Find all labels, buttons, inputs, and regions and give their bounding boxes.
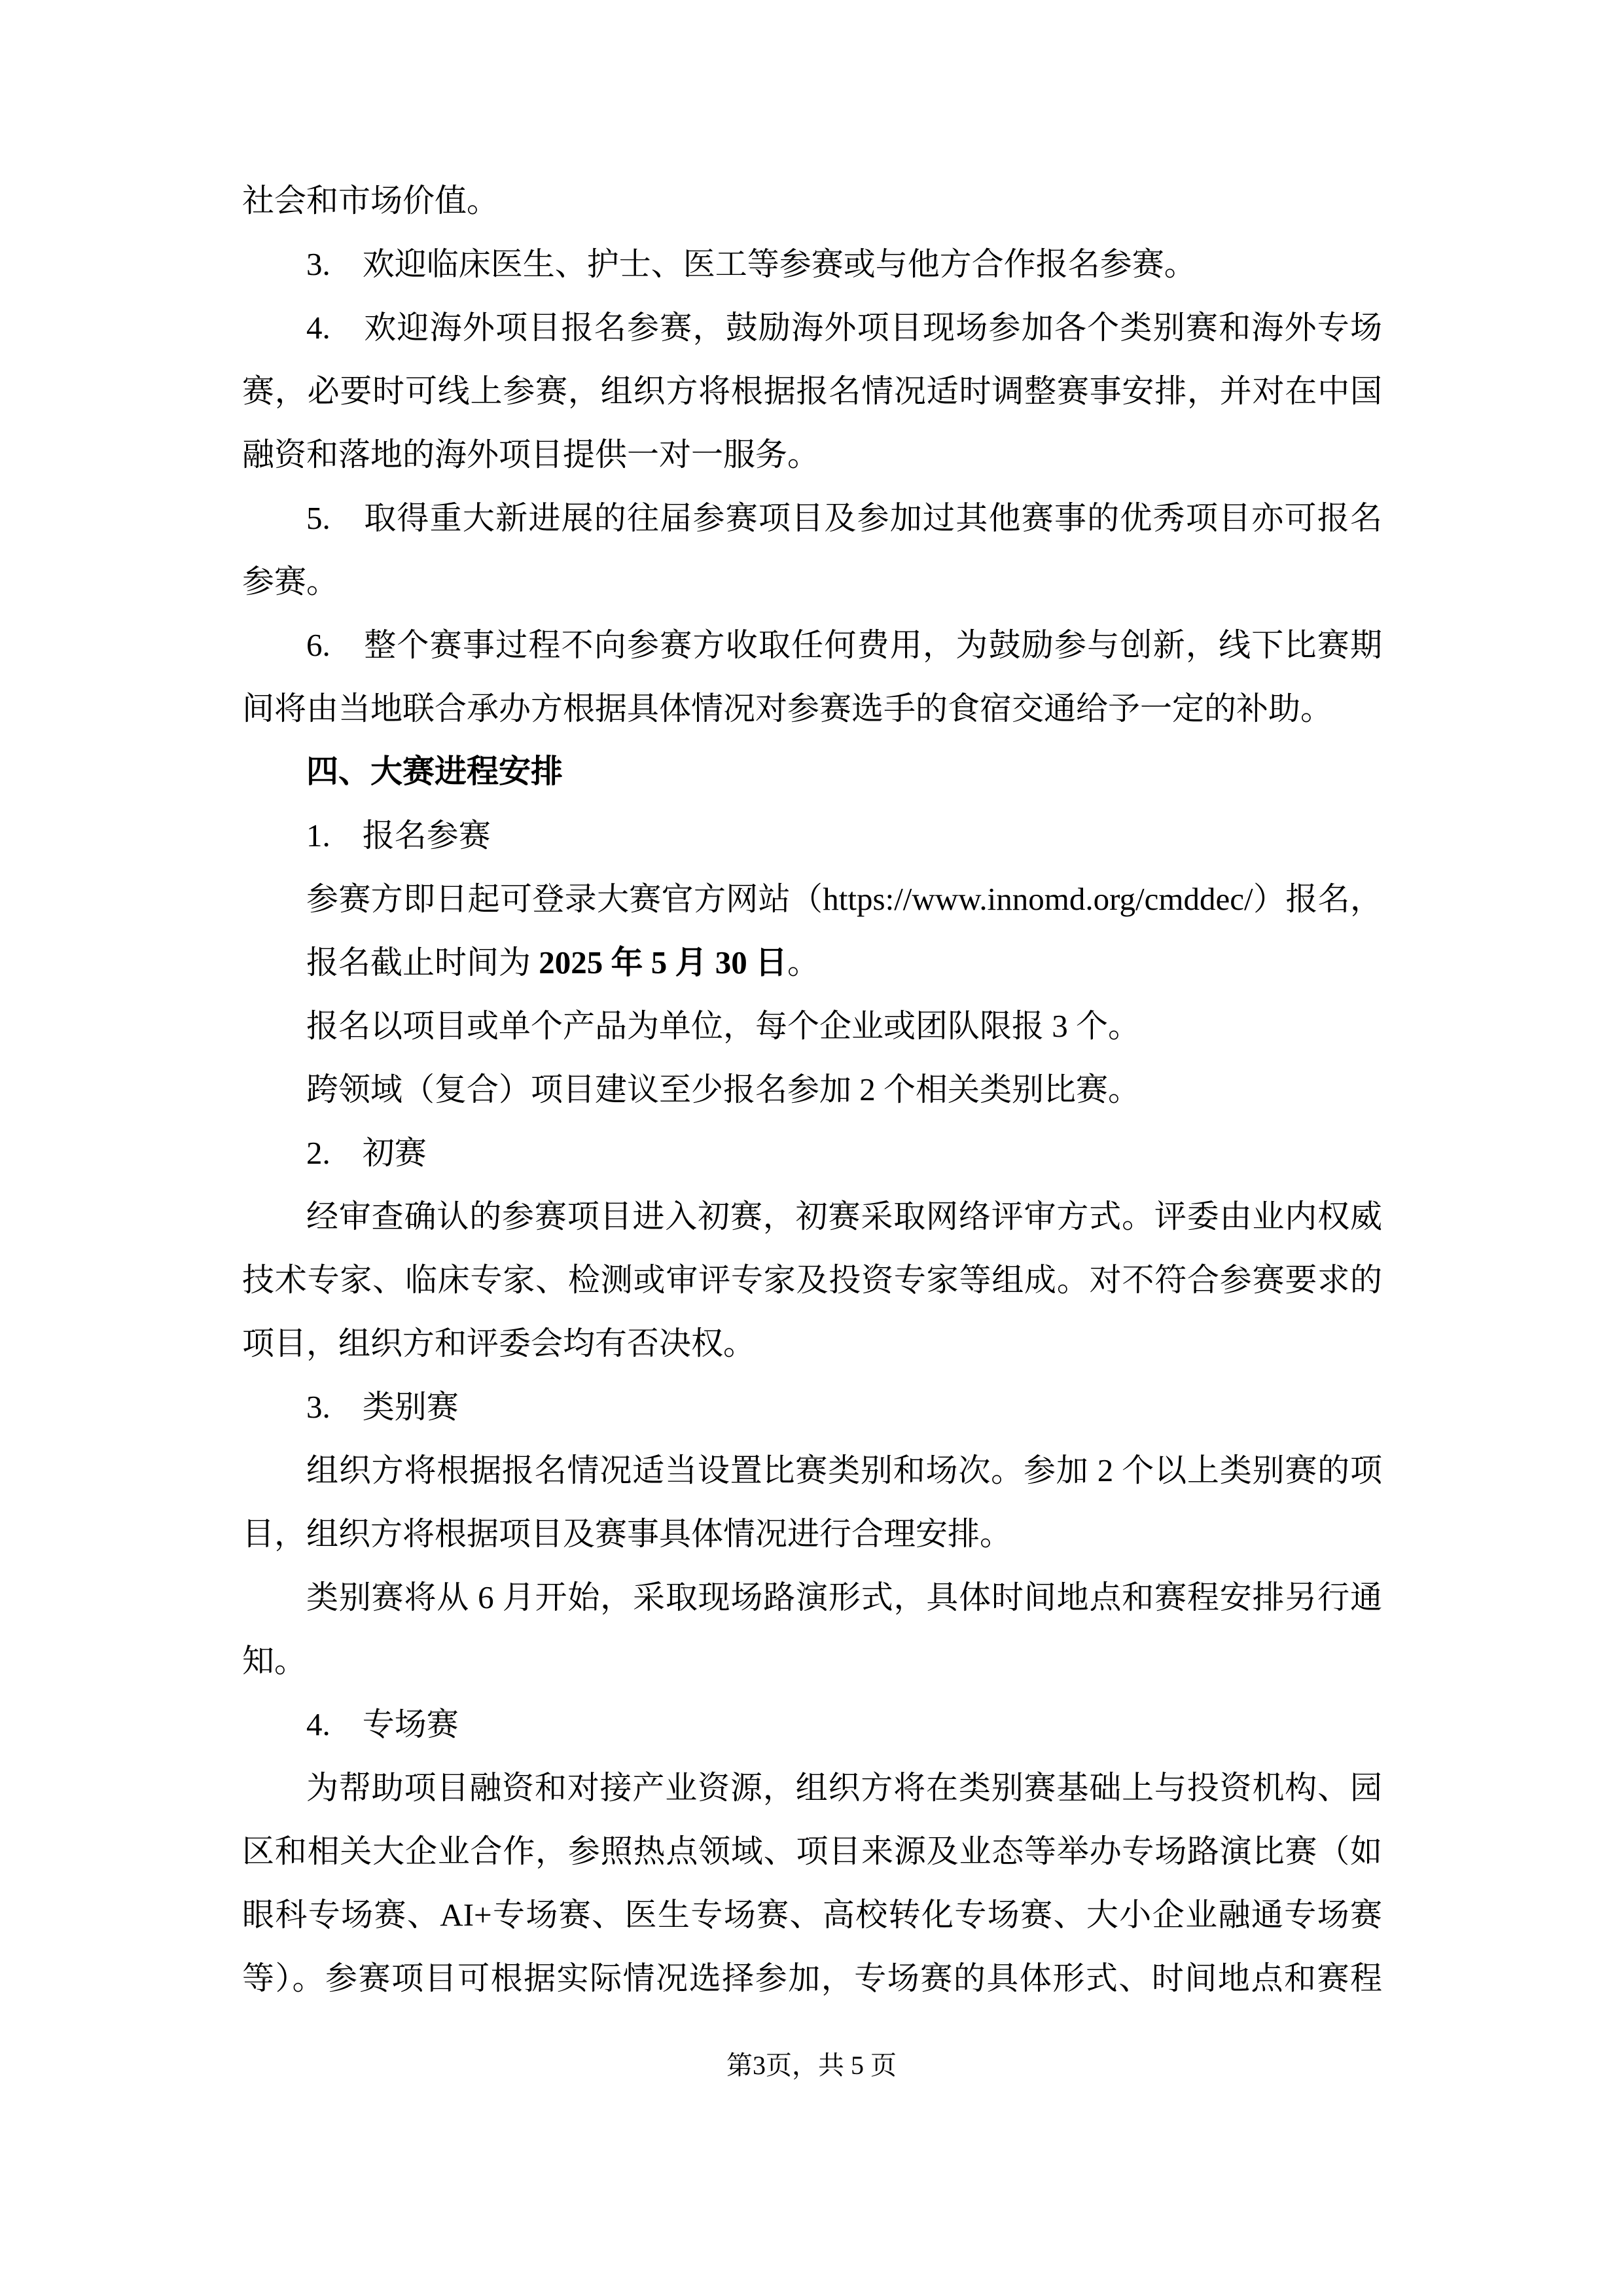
text-segment: 区和相关大企业合作，参照热点领域、项目来源及业态等举办专场路演比赛（如: [242, 1833, 1382, 1869]
text-segment: 3. 类别赛: [306, 1389, 459, 1425]
text-segment: 四、大赛进程安排: [306, 754, 563, 789]
text-line: [242, 232, 1382, 296]
text-segment: 1. 报名参赛: [306, 817, 491, 853]
text-line: [242, 423, 1382, 486]
text-segment: 技术专家、临床专家、检测或审评专家及投资专家等组成。对不符合参赛要求的: [242, 1262, 1382, 1298]
text-line: [242, 1121, 1382, 1185]
text-line: [242, 169, 1382, 232]
text-line: [242, 359, 1382, 423]
website-url: https://www.innomd.org/cmddec/: [823, 881, 1253, 917]
text-segment: 项目，组织方和评委会均有否决权。: [242, 1325, 756, 1361]
text-line: [242, 1312, 1382, 1375]
document-body: [242, 169, 1382, 2010]
text-line: [242, 1693, 1382, 1756]
text-line: [242, 1820, 1382, 1883]
text-segment: 跨领域（复合）项目建议至少报名参加 2 个相关类别比赛。: [306, 1071, 1141, 1107]
text-segment: 目，组织方将根据项目及赛事具体情况进行合理安排。: [242, 1516, 1012, 1552]
text-segment: 参赛。: [242, 564, 339, 600]
text-line: [242, 1629, 1382, 1693]
text-segment: 5. 取得重大新进展的往届参赛项目及参加过其他赛事的优秀项目亦可报名: [306, 500, 1382, 536]
text-segment: 。: [787, 944, 820, 980]
text-line: [242, 994, 1382, 1058]
page-footer: 第3页，共 5 页: [726, 2051, 897, 2080]
text-segment: 眼科专场赛、AI+专场赛、医生专场赛、高校转化专场赛、大小企业融通专场赛: [242, 1897, 1382, 1933]
text-segment: 报名以项目或单个产品为单位，每个企业或团队限报 3 个。: [306, 1008, 1141, 1044]
section-heading: [242, 740, 1382, 804]
text-line: [242, 296, 1382, 359]
text-segment: 3. 欢迎临床医生、护士、医工等参赛或与他方合作报名参赛。: [306, 246, 1196, 282]
text-segment: 2. 初赛: [306, 1135, 427, 1171]
text-line: [242, 804, 1382, 867]
text-segment: 社会和市场价值。: [242, 183, 499, 219]
text-line: [242, 1566, 1382, 1629]
text-segment: 类别赛将从 6 月开始，采取现场路演形式，具体时间地点和赛程安排另行通: [306, 1579, 1382, 1615]
text-segment: 融资和落地的海外项目提供一对一服务。: [242, 437, 820, 473]
text-line: [242, 1185, 1382, 1248]
text-segment: 经审查确认的参赛项目进入初赛，初赛采取网络评审方式。评委由业内权威: [306, 1198, 1382, 1234]
text-segment: 6. 整个赛事过程不向参赛方收取任何费用，为鼓励参与创新，线下比赛期: [306, 627, 1382, 663]
text-line: [242, 550, 1382, 613]
text-segment: 报名截止时间为: [306, 944, 539, 980]
text-line: [242, 1439, 1382, 1502]
text-line: [242, 1058, 1382, 1121]
text-segment: 赛，必要时可线上参赛，组织方将根据报名情况适时调整赛事安排，并对在中国: [242, 373, 1382, 409]
text-segment: 4. 欢迎海外项目报名参赛，鼓励海外项目现场参加各个类别赛和海外专场: [306, 310, 1382, 346]
text-line: [242, 486, 1382, 550]
text-line: [242, 1883, 1382, 1946]
text-line: [242, 1756, 1382, 1820]
text-segment: 为帮助项目融资和对接产业资源，组织方将在类别赛基础上与投资机构、园: [306, 1770, 1382, 1806]
text-segment: 4. 专场赛: [306, 1706, 459, 1742]
text-segment: ）报名，: [1253, 881, 1382, 917]
text-line: [242, 1946, 1382, 2010]
text-line: [242, 677, 1382, 740]
text-segment: 间将由当地联合承办方根据具体情况对参赛选手的食宿交通给予一定的补助。: [242, 691, 1333, 726]
text-segment: 参赛方即日起可登录大赛官方网站（: [306, 881, 823, 917]
text-line: [242, 867, 1382, 931]
text-line: [242, 1375, 1382, 1439]
registration-deadline: 2025 年 5 月 30 日: [539, 944, 788, 980]
text-line: [242, 613, 1382, 677]
text-segment: 组织方将根据报名情况适当设置比赛类别和场次。参加 2 个以上类别赛的项: [306, 1452, 1382, 1488]
text-line: [242, 1248, 1382, 1312]
text-line: [242, 931, 1382, 994]
text-line: [242, 1502, 1382, 1566]
text-segment: 等）。参赛项目可根据实际情况选择参加，专场赛的具体形式、时间地点和赛程: [242, 1960, 1382, 1996]
text-segment: 知。: [242, 1643, 307, 1679]
